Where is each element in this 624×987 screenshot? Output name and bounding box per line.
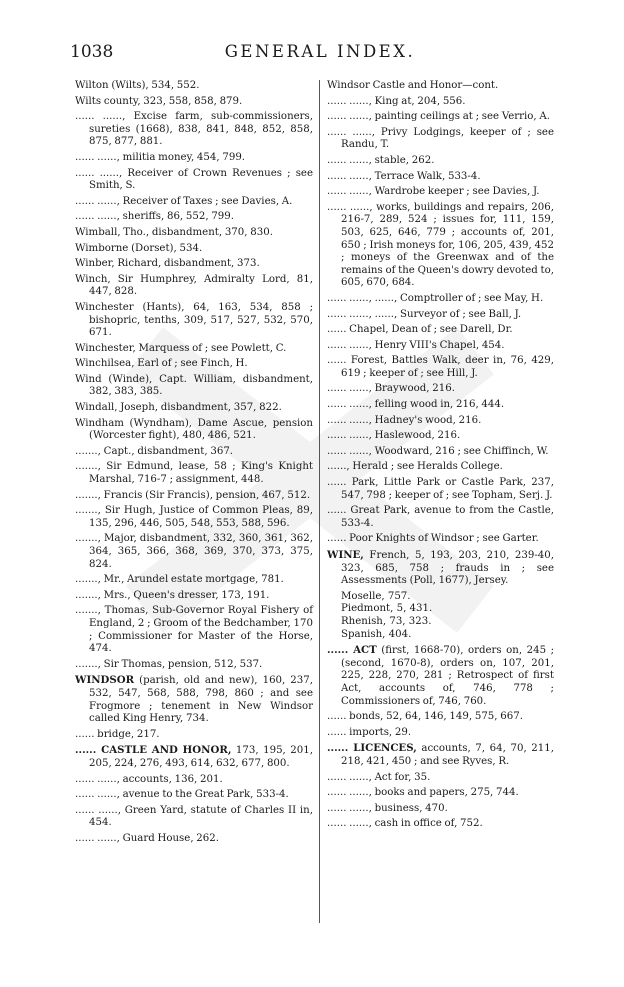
index-entry-text: ...... ......, stable, 262. xyxy=(327,154,435,166)
index-entry-text: ...... ......, accounts, 136, 201. xyxy=(75,773,223,785)
index-entry xyxy=(75,358,313,371)
index-entry xyxy=(327,155,554,168)
index-entry xyxy=(327,727,554,740)
index-entry xyxy=(327,171,554,184)
index-entry-text: ...... ......, works, buildings and repairs, 206, 216-7, 289, 524 ; issues for, 111, 159, 503, 625, 646, 779 ; accounts of, 201, 650 ; Irish moneys for, 106, 205, 439, 452 ; moneys of the Greenwax and of the remains of the Queen's dowry devoted to, 605, 670, 684. xyxy=(327,201,554,289)
index-entry-text: ...... ......, Guard House, 262. xyxy=(75,832,219,844)
index-entry-text: ...... Great Park, avenue to from the Castle, 533-4. xyxy=(327,505,554,529)
index-entry xyxy=(327,355,554,380)
index-entry-text: ...... ......, painting ceilings at ; see Verrio, A. xyxy=(327,111,550,123)
page-title: GENERAL INDEX. xyxy=(224,42,416,61)
index-entry-text: Winchester, Marquess of ; see Powlett, C. xyxy=(75,342,287,354)
index-entry-text: Windall, Joseph, disbandment, 357, 822. xyxy=(75,402,282,414)
index-entry xyxy=(75,590,313,603)
index-entry xyxy=(327,549,554,588)
index-entry xyxy=(327,818,554,831)
index-entry xyxy=(75,402,313,415)
index-entry xyxy=(327,383,554,396)
index-entry xyxy=(75,96,313,109)
index-entry-text: (first, 1668-70), orders on, 245 ; (second, 1670-8), orders on, 107, 201, 225, 228, 270, 281 ; Retrospect of first Act, accounts of, 746, 778 ; Commissioners of, 746, 760. xyxy=(341,645,554,707)
index-entry xyxy=(327,803,554,816)
index-entry xyxy=(75,374,313,399)
index-entry xyxy=(327,324,554,337)
index-entry xyxy=(75,258,313,271)
index-heading: ...... LICENCES, xyxy=(327,742,417,755)
index-entry-text: ...... ......, King at, 204, 556. xyxy=(327,95,466,107)
index-entry-text: ...... ......, felling wood in, 216, 444. xyxy=(327,399,505,411)
index-entry xyxy=(327,533,554,546)
left-column xyxy=(75,80,313,848)
index-entry-text: ...... ......, sheriffs, 86, 552, 799. xyxy=(75,211,235,223)
index-entry xyxy=(75,659,313,672)
index-entry xyxy=(75,574,313,587)
index-entry xyxy=(327,430,554,443)
right-column xyxy=(327,80,554,834)
index-entry xyxy=(327,505,554,530)
index-entry-text: ...... ......, Receiver of Crown Revenues ; see Smith, S. xyxy=(75,167,313,192)
index-entry-text: ......, Herald ; see Heralds College. xyxy=(327,461,503,473)
index-entry-text: Winch, Sir Humphrey, Admiralty Lord, 81, 447, 828. xyxy=(75,273,313,298)
index-entry xyxy=(75,533,313,571)
index-entry xyxy=(75,111,313,149)
index-entry xyxy=(75,805,313,830)
page-header xyxy=(70,42,570,66)
index-entry-text: ...... Forest, Battles Walk, deer in, 76, 429, 619 ; keeper of ; see Hill, J. xyxy=(327,355,554,379)
index-entry xyxy=(75,446,313,459)
index-entry-text: Wilton (Wilts), 534, 552. xyxy=(75,80,200,91)
index-entry xyxy=(75,418,313,443)
index-entry-text: Winchester (Hants), 64, 163, 534, 858 ; bishopric, tenths, 309, 517, 527, 532, 570, 671. xyxy=(75,301,313,339)
index-entry-text: ...... bridge, 217. xyxy=(75,728,160,740)
index-entry xyxy=(327,461,554,474)
index-entry-text: Windham (Wyndham), Dame Ascue, pension (Worcester fight), 480, 486, 521. xyxy=(75,417,313,442)
index-entry xyxy=(327,711,554,724)
index-entry-text: Windsor Castle and Honor—cont. xyxy=(327,80,499,91)
index-entry-text: ...... ......, business, 470. xyxy=(327,802,448,814)
index-entry-text: ...... ......, ......, Surveyor of ; see Ball, J. xyxy=(327,308,522,320)
index-entry-text: ......., Major, disbandment, 332, 360, 361, 362, 364, 365, 366, 368, 369, 370, 373, 375, 824. xyxy=(75,533,313,570)
index-entry-text: ...... ......, Woodward, 216 ; see Chiffinch, W. xyxy=(327,445,549,457)
index-heading: WINE, xyxy=(327,549,364,561)
index-entry xyxy=(75,211,313,224)
index-subentry: Rhenish, 73, 323. xyxy=(341,615,432,627)
index-entry-text: ......., Sir Hugh, Justice of Common Pleas, 89, 135, 296, 446, 505, 548, 553, 588, 596. xyxy=(75,505,313,529)
index-entry xyxy=(75,774,313,787)
index-entry xyxy=(75,302,313,340)
index-entry-text: ...... ......, avenue to the Great Park, 533-4. xyxy=(75,789,289,801)
index-entry-text: 173, 195, 201, 205, 224, 276, 493, 614, 632, 677, 800. xyxy=(89,745,313,769)
index-entry-text: ......., Capt., disbandment, 367. xyxy=(75,445,234,457)
index-entry xyxy=(75,674,313,725)
index-entry xyxy=(327,340,554,353)
index-entry-text: ...... ......, books and papers, 275, 744. xyxy=(327,787,519,799)
index-entry xyxy=(75,461,313,486)
index-entry-text: ...... ......, Henry VIII's Chapel, 454. xyxy=(327,339,505,351)
index-entry xyxy=(327,399,554,412)
index-entry xyxy=(75,196,313,209)
index-entry-text: ...... ......, ......, Comptroller of ; see May, H. xyxy=(327,292,544,304)
index-entry xyxy=(327,127,554,152)
index-entry xyxy=(75,744,313,770)
index-entry xyxy=(75,789,313,802)
index-entry-text: ...... ......, Privy Lodgings, keeper of ; see Randu, T. xyxy=(327,126,554,151)
index-entry xyxy=(327,644,554,708)
index-entry-text: Wimborne (Dorset), 534. xyxy=(75,242,203,254)
index-entry xyxy=(75,605,313,655)
index-entry xyxy=(75,243,313,256)
index-entry-text: (parish, old and new), 160, 237, 532, 547, 568, 588, 798, 860 ; and see Frogmore ; tenement in New Windsor called King Henry, 734. xyxy=(89,675,313,725)
index-entry-text: accounts, 7, 64, 70, 211, 218, 421, 450 ; and see Ryves, R. xyxy=(341,743,554,767)
index-entry xyxy=(327,446,554,459)
index-entry xyxy=(75,227,313,240)
index-entry xyxy=(327,415,554,428)
index-entry-text: ...... ......, Braywood, 216. xyxy=(327,383,455,395)
index-entry-text: ...... Park, Little Park or Castle Park, 237, 547, 798 ; keeper of ; see Topham, Serj. J. xyxy=(327,477,554,501)
index-entry xyxy=(327,293,554,306)
index-entry xyxy=(75,505,313,530)
index-entry-text: ...... ......, cash in office of, 752. xyxy=(327,818,483,830)
index-entry-text: ...... ......, Receiver of Taxes ; see Davies, A. xyxy=(75,195,293,207)
index-entry-text: ...... ......, Terrace Walk, 533-4. xyxy=(327,170,481,182)
index-entry-text: Wilts county, 323, 558, 858, 879. xyxy=(75,95,243,107)
index-entry xyxy=(75,343,313,356)
index-entry-text: ...... ......, Haslewood, 216. xyxy=(327,430,461,442)
index-entry xyxy=(75,490,313,503)
index-heading: WINDSOR xyxy=(75,674,135,687)
index-entry-text: ...... imports, 29. xyxy=(327,726,412,738)
index-entry xyxy=(327,477,554,502)
index-entry xyxy=(327,742,554,768)
index-entry-text: Winchilsea, Earl of ; see Finch, H. xyxy=(75,358,248,370)
page-number: 1038 xyxy=(70,42,114,62)
index-entry xyxy=(327,309,554,322)
index-entry xyxy=(327,186,554,199)
index-entry-text: Wind (Winde), Capt. William, disbandment, 382, 383, 385. xyxy=(75,373,313,398)
index-entry-text: ...... ......, militia money, 454, 799. xyxy=(75,151,246,163)
index-entry-text: ......., Sir Edmund, lease, 58 ; King's Knight Marshal, 716-7 ; assignment, 448. xyxy=(75,461,313,486)
index-entry-text: ...... Poor Knights of Windsor ; see Garter. xyxy=(327,533,539,545)
index-entry-text: ......., Sir Thomas, pension, 512, 537. xyxy=(75,658,263,670)
index-heading: ...... CASTLE AND HONOR, xyxy=(75,744,232,757)
index-entry-text: ...... ......, Wardrobe keeper ; see Davies, J. xyxy=(327,186,540,198)
column-divider xyxy=(319,80,320,923)
index-entry xyxy=(327,202,554,290)
index-heading: ...... ACT xyxy=(327,644,377,657)
index-entry-text: ...... ......, Excise farm, sub-commissioners, sureties (1668), 838, 841, 848, 852, 858, 875, 877, 881. xyxy=(75,111,313,148)
index-entry xyxy=(75,274,313,299)
index-entry xyxy=(327,772,554,785)
index-entry xyxy=(75,80,313,93)
index-entry xyxy=(327,96,554,109)
index-subentry: Spanish, 404. xyxy=(341,628,412,640)
index-entry xyxy=(75,833,313,846)
index-entry xyxy=(327,80,554,93)
index-entry-text: French, 5, 193, 203, 210, 239-40, 323, 685, 758 ; frauds in ; see Assessments (Poll, 1677), Jersey. xyxy=(341,550,554,587)
index-subentry: Moselle, 757. xyxy=(341,590,411,602)
index-entry-text: Wimball, Tho., disbandment, 370, 830. xyxy=(75,226,273,238)
index-entry-text: ......., Thomas, Sub-Governor Royal Fishery of England, 2 ; Groom of the Bedchamber, 170 ; Commissioner for Master of the Horse, 474. xyxy=(75,605,313,655)
index-entry-text: ...... ......, Act for, 35. xyxy=(327,771,431,783)
index-entry xyxy=(327,111,554,124)
index-entry xyxy=(75,168,313,193)
index-entry-text: ...... ......, Green Yard, statute of Charles II in, 454. xyxy=(75,804,313,829)
index-entry xyxy=(75,729,313,742)
index-entry-text: ...... ......, Hadney's wood, 216. xyxy=(327,414,482,426)
index-entry-text: ......., Mrs., Queen's dresser, 173, 191. xyxy=(75,589,270,601)
index-entry-text: ......., Mr., Arundel estate mortgage, 781. xyxy=(75,574,284,586)
index-entry xyxy=(327,787,554,800)
index-entry-text: ......., Francis (Sir Francis), pension, 467, 512. xyxy=(75,489,311,501)
index-entry-text: ...... bonds, 52, 64, 146, 149, 575, 667. xyxy=(327,711,523,723)
index-entry-text: Winber, Richard, disbandment, 373. xyxy=(75,258,260,270)
index-subentry: Piedmont, 5, 431. xyxy=(341,603,433,615)
index-entry-text: ...... Chapel, Dean of ; see Darell, Dr. xyxy=(327,324,513,336)
index-entry xyxy=(75,152,313,165)
